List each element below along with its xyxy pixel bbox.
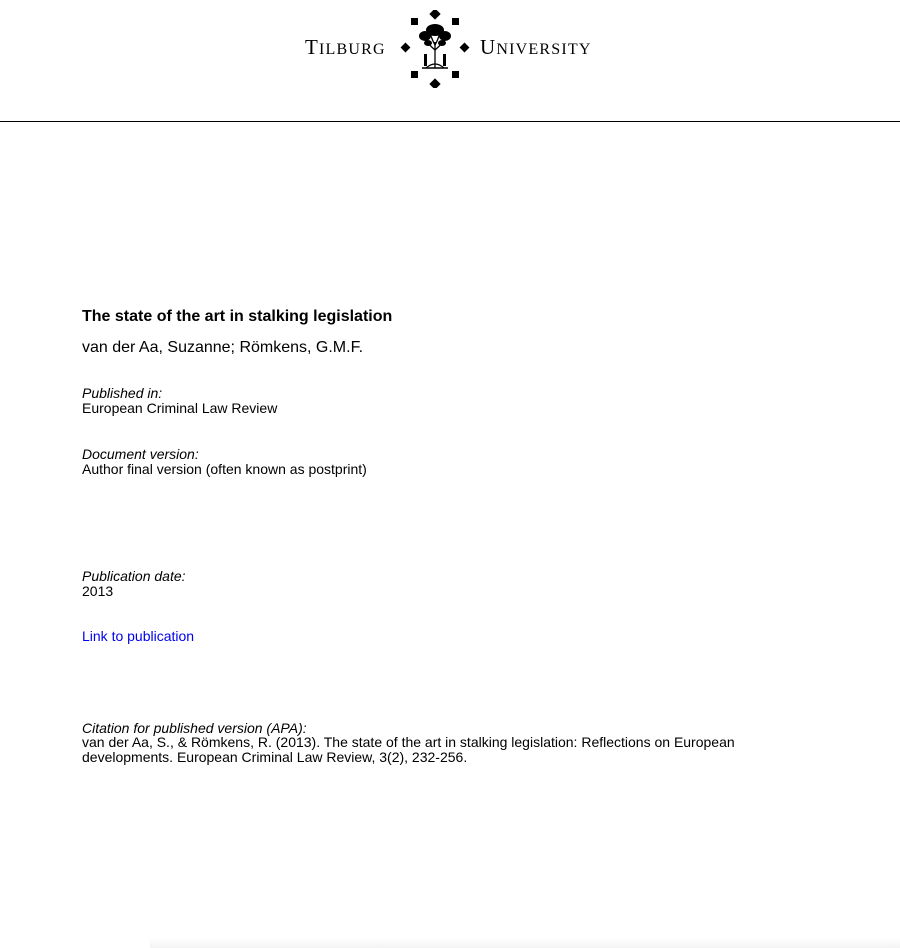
- document-version-label: Document version:: [82, 446, 199, 462]
- university-logo: [0, 0, 900, 100]
- logo-word-right: UNIVERSITY: [480, 35, 592, 59]
- authors: van der Aa, Suzanne; Römkens, G.M.F.: [82, 339, 364, 356]
- document-version-value: Author final version (often known as postprint): [82, 461, 367, 477]
- publication-date-value: 2013: [82, 583, 114, 599]
- link-to-publication[interactable]: Link to publication: [82, 628, 195, 644]
- published-in-label: Published in:: [82, 385, 163, 401]
- header: [0, 0, 900, 122]
- published-in-value: European Criminal Law Review: [82, 400, 278, 416]
- tilburg-tree-emblem-icon: [400, 10, 470, 88]
- publication-date-label: Publication date:: [82, 568, 186, 584]
- citation-label: Citation for published version (APA):: [82, 720, 307, 736]
- page-bottom-shade: [150, 938, 900, 948]
- header-divider: [0, 121, 900, 122]
- logo-word-left: TILBURG: [305, 35, 386, 59]
- citation-text: van der Aa, S., & Römkens, R. (2013). The state of the art in stalking legislation: Reflections on European developments. European Criminal Law Review, 3(2), 232-256.: [82, 734, 735, 765]
- page-title: The state of the art in stalking legislation: [82, 308, 393, 325]
